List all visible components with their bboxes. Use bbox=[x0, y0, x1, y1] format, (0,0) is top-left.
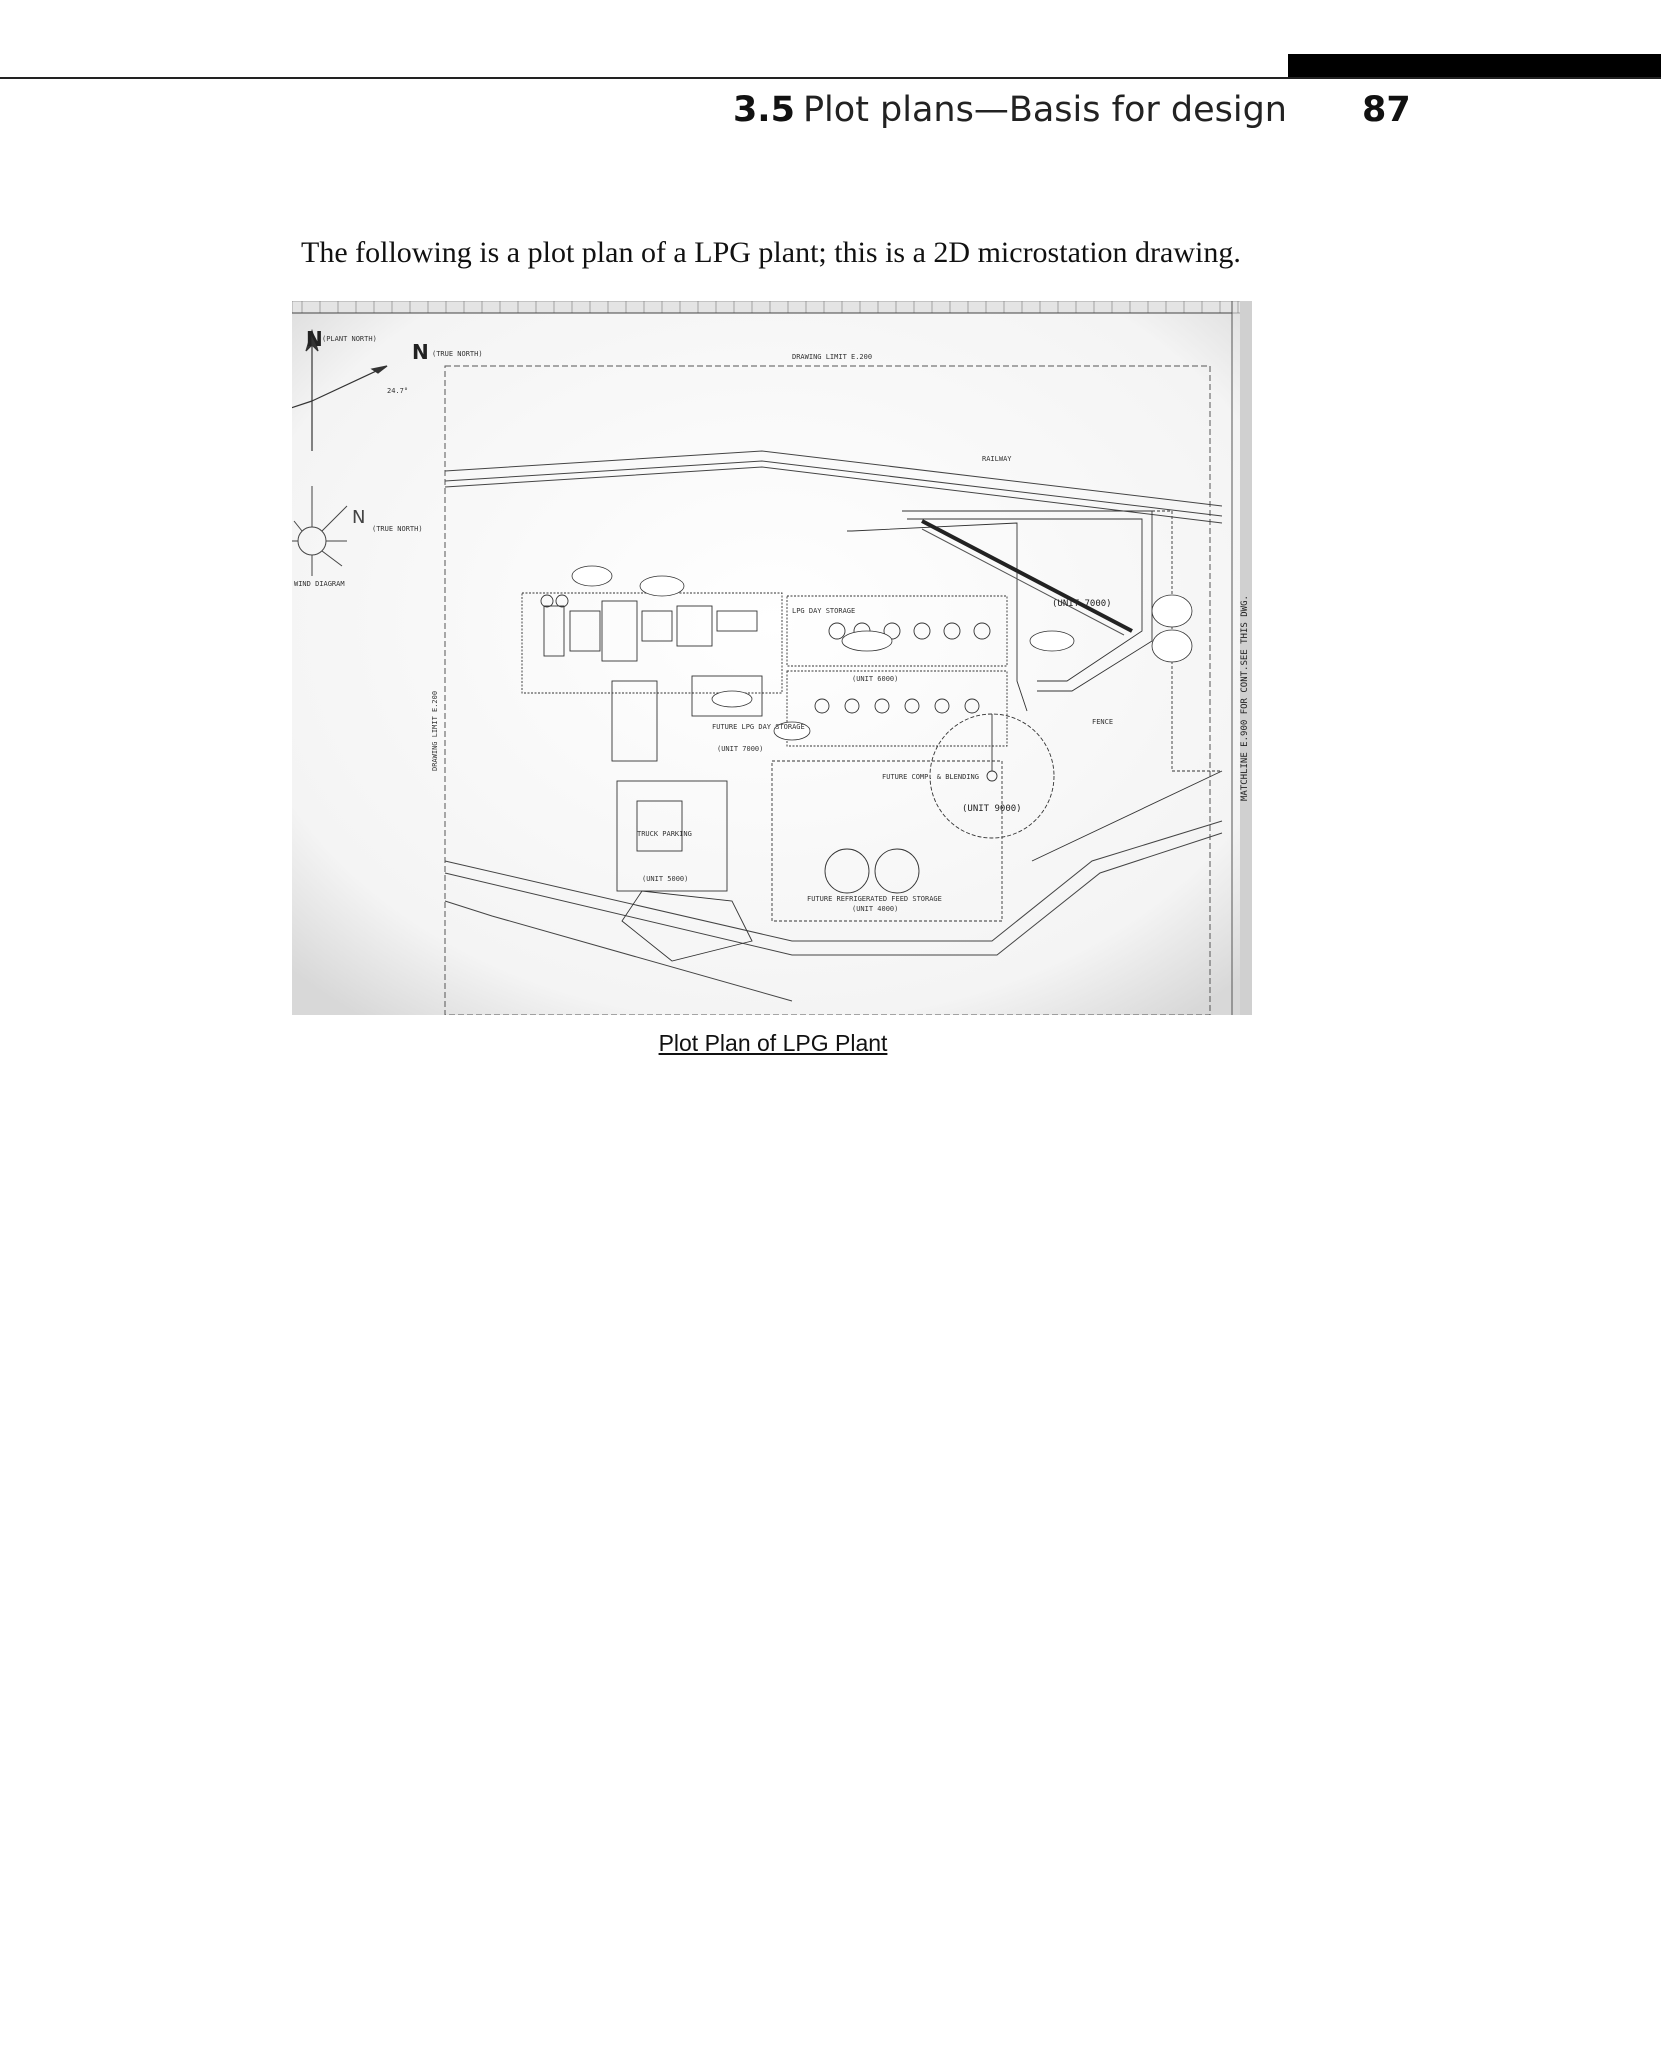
intro-paragraph: The following is a plot plan of a LPG plant; this is a 2D microstation drawing. bbox=[301, 236, 1241, 269]
unit-7000-label: (UNIT 7000) bbox=[1052, 599, 1112, 609]
future-refrigerated-label: FUTURE REFRIGERATED FEED STORAGE bbox=[807, 895, 942, 903]
fence-label: FENCE bbox=[1092, 718, 1114, 726]
railway-label: RAILWAY bbox=[982, 455, 1012, 463]
drawing-limit-top: DRAWING LIMIT E.200 bbox=[792, 353, 873, 361]
unit-6000-label: (UNIT 6000) bbox=[852, 675, 899, 683]
truck-parking-label: TRUCK PARKING bbox=[637, 830, 692, 838]
svg-text:N: N bbox=[306, 327, 323, 351]
lpg-day-storage-label: LPG DAY STORAGE bbox=[792, 607, 856, 615]
drawing-limit-left: DRAWING LIMIT E.200 bbox=[431, 690, 439, 771]
svg-text:N: N bbox=[352, 507, 366, 528]
plant-north-label: (PLANT NORTH) bbox=[322, 335, 377, 343]
section-title: Plot plans—Basis for design bbox=[802, 90, 1287, 130]
header-rule bbox=[0, 77, 1661, 79]
section-heading bbox=[733, 90, 1287, 130]
future-lpg-label: FUTURE LPG DAY STORAGE bbox=[712, 723, 805, 731]
unit-5000-label: (UNIT 5000) bbox=[642, 875, 689, 883]
angle-label: 24.7° bbox=[387, 387, 409, 395]
svg-text:N: N bbox=[412, 340, 429, 364]
true-north-label: (TRUE NORTH) bbox=[432, 350, 483, 358]
plot-plan-drawing bbox=[292, 301, 1252, 1015]
svg-text:WIND DIAGRAM: WIND DIAGRAM bbox=[294, 580, 345, 588]
unit-7000b-label: (UNIT 7000) bbox=[717, 745, 764, 753]
running-head bbox=[0, 86, 1661, 136]
page-number: 87 bbox=[1362, 90, 1411, 130]
header-black-bar bbox=[1288, 54, 1661, 78]
true-north-label-2: (TRUE NORTH) bbox=[372, 525, 423, 533]
figure-caption: Plot Plan of LPG Plant bbox=[658, 1030, 888, 1056]
unit-4000-label: (UNIT 4000) bbox=[852, 905, 899, 913]
section-number: 3.5 bbox=[732, 90, 795, 130]
matchline-label: MATCHLINE E.900 FOR CONT.SEE THIS DWG. bbox=[1240, 595, 1250, 801]
future-comp-label: FUTURE COMP. & BLENDING bbox=[882, 773, 979, 781]
plot-plan-figure bbox=[292, 301, 1252, 1015]
unit-9000-label: (UNIT 9000) bbox=[962, 804, 1022, 814]
